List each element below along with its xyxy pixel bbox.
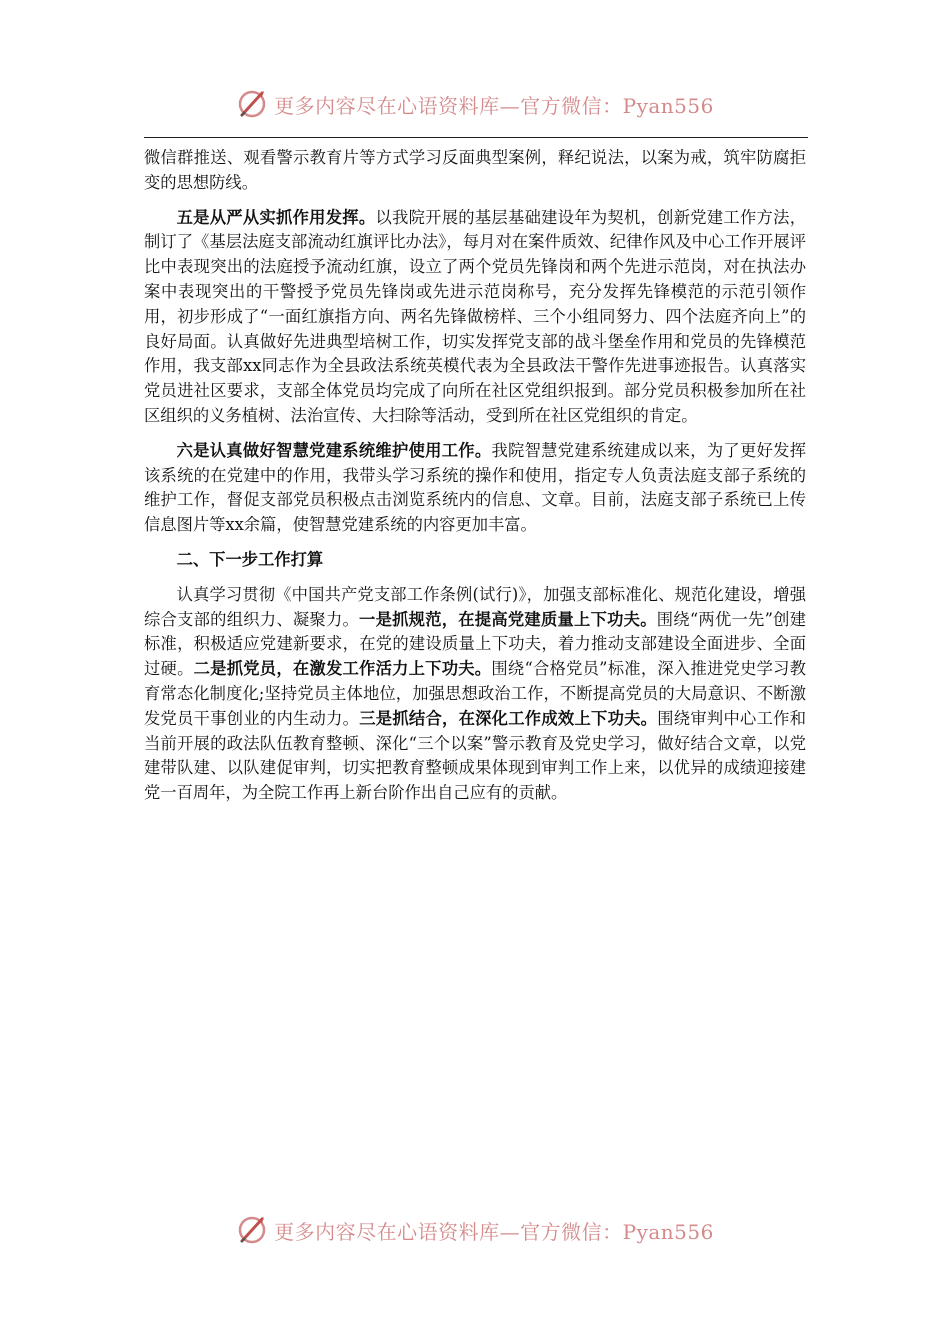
paragraph: 认真学习贯彻《中国共产党支部工作条例(试行)》，加强支部标准化、规范化建设，增强综合支部的组织力、凝聚力。一是抓规范，在提高党建质量上下功夫。围绕“两优一先”创建标准，积极适应党建新要求，在党的建设质量上下功夫，着力推动支部建设全面进步、全面过硬。二是抓党员，在激发工作活力上下功夫。围绕“合格党员”标准，深入推进党史学习教育常态化制度化;坚持党员主体地位，加强思想政治工作，不断提高党员的大局意识、不断激发党员干事创业的内生动力。三是抓结合，在深化工作成效上下功夫。围绕审判中心工作和当前开展的政法队伍教育整顿、深化“三个以案”警示教育及党史学习，做好结合文章，以党建带队建、以队建促审判，切实把教育整顿成果体现到审判工作上来，以优异的成绩迎接建党一百周年，为全院工作再上新台阶作出自己应有的贡献。 (144, 584, 806, 803)
paragraph-lead: 二是抓党员，在激发工作活力上下功夫。 (193, 659, 492, 679)
pen-logo-icon (236, 87, 270, 121)
paragraph-lead: 三是抓结合，在深化工作成效上下功夫。 (359, 708, 658, 728)
paragraph: 微信群推送、观看警示教育片等方式学习反面典型案例，释纪说法，以案为戒，筑牢防腐拒变的思想防线。 (144, 148, 806, 192)
paragraph-lead: 五是从严从实抓作用发挥。 (176, 207, 376, 227)
section-heading: 二、下一步工作打算 (176, 549, 324, 569)
header-banner (0, 84, 950, 124)
paragraph-lead: 六是认真做好智慧党建系统维护使用工作。 (176, 440, 492, 460)
paragraph: 六是认真做好智慧党建系统维护使用工作。我院智慧党建系统建成以来，为了更好发挥该系统的在党建中的作用，我带头学习系统的操作和使用，指定专人负责法庭支部子系统的维护工作，督促支部党员积极点击浏览系统内的信息、文章。目前，法庭支部子系统已上传信息图片等xx余篇，使智慧党建系统的内容更加丰富。 (144, 440, 806, 535)
paragraph: 五是从严从实抓作用发挥。以我院开展的基层基础建设年为契机，创新党建工作方法，制订了《基层法庭支部流动红旗评比办法》，每月对在案件质效、纪律作风及中心工作开展评比中表现突出的法庭授予流动红旗，设立了两个党员先锋岗和两个先进示范岗，对在执法办案中表现突出的干警授予党员先锋岗或先进示范岗称号，充分发挥先锋模范的示范引领作用，初步形成了“一面红旗指方向、两名先锋做榜样、三个小组同努力、四个法庭齐向上”的良好局面。认真做好先进典型培树工作，切实发挥党支部的战斗堡垒作用和党员的先锋模范作用，我支部xx同志作为全县政法系统英模代表为全县政法干警作先进事迹报告。认真落实党员进社区要求，支部全体党员均完成了向所在社区党组织报到。部分党员积极参加所在社区组织的义务植树、法治宣传、大扫除等活动，受到所在社区党组织的肯定。 (144, 207, 806, 425)
footer-banner (0, 1210, 950, 1250)
header-divider (144, 137, 808, 138)
footer-banner-text: 更多内容尽在心语资料库—官方微信：Pyan556 (274, 1219, 714, 1244)
paragraph-lead: 一是抓规范，在提高党建质量上下功夫。 (359, 609, 657, 629)
document-body (144, 146, 806, 816)
pen-logo-icon (236, 1213, 270, 1247)
header-banner-text: 更多内容尽在心语资料库—官方微信：Pyan556 (274, 93, 714, 118)
